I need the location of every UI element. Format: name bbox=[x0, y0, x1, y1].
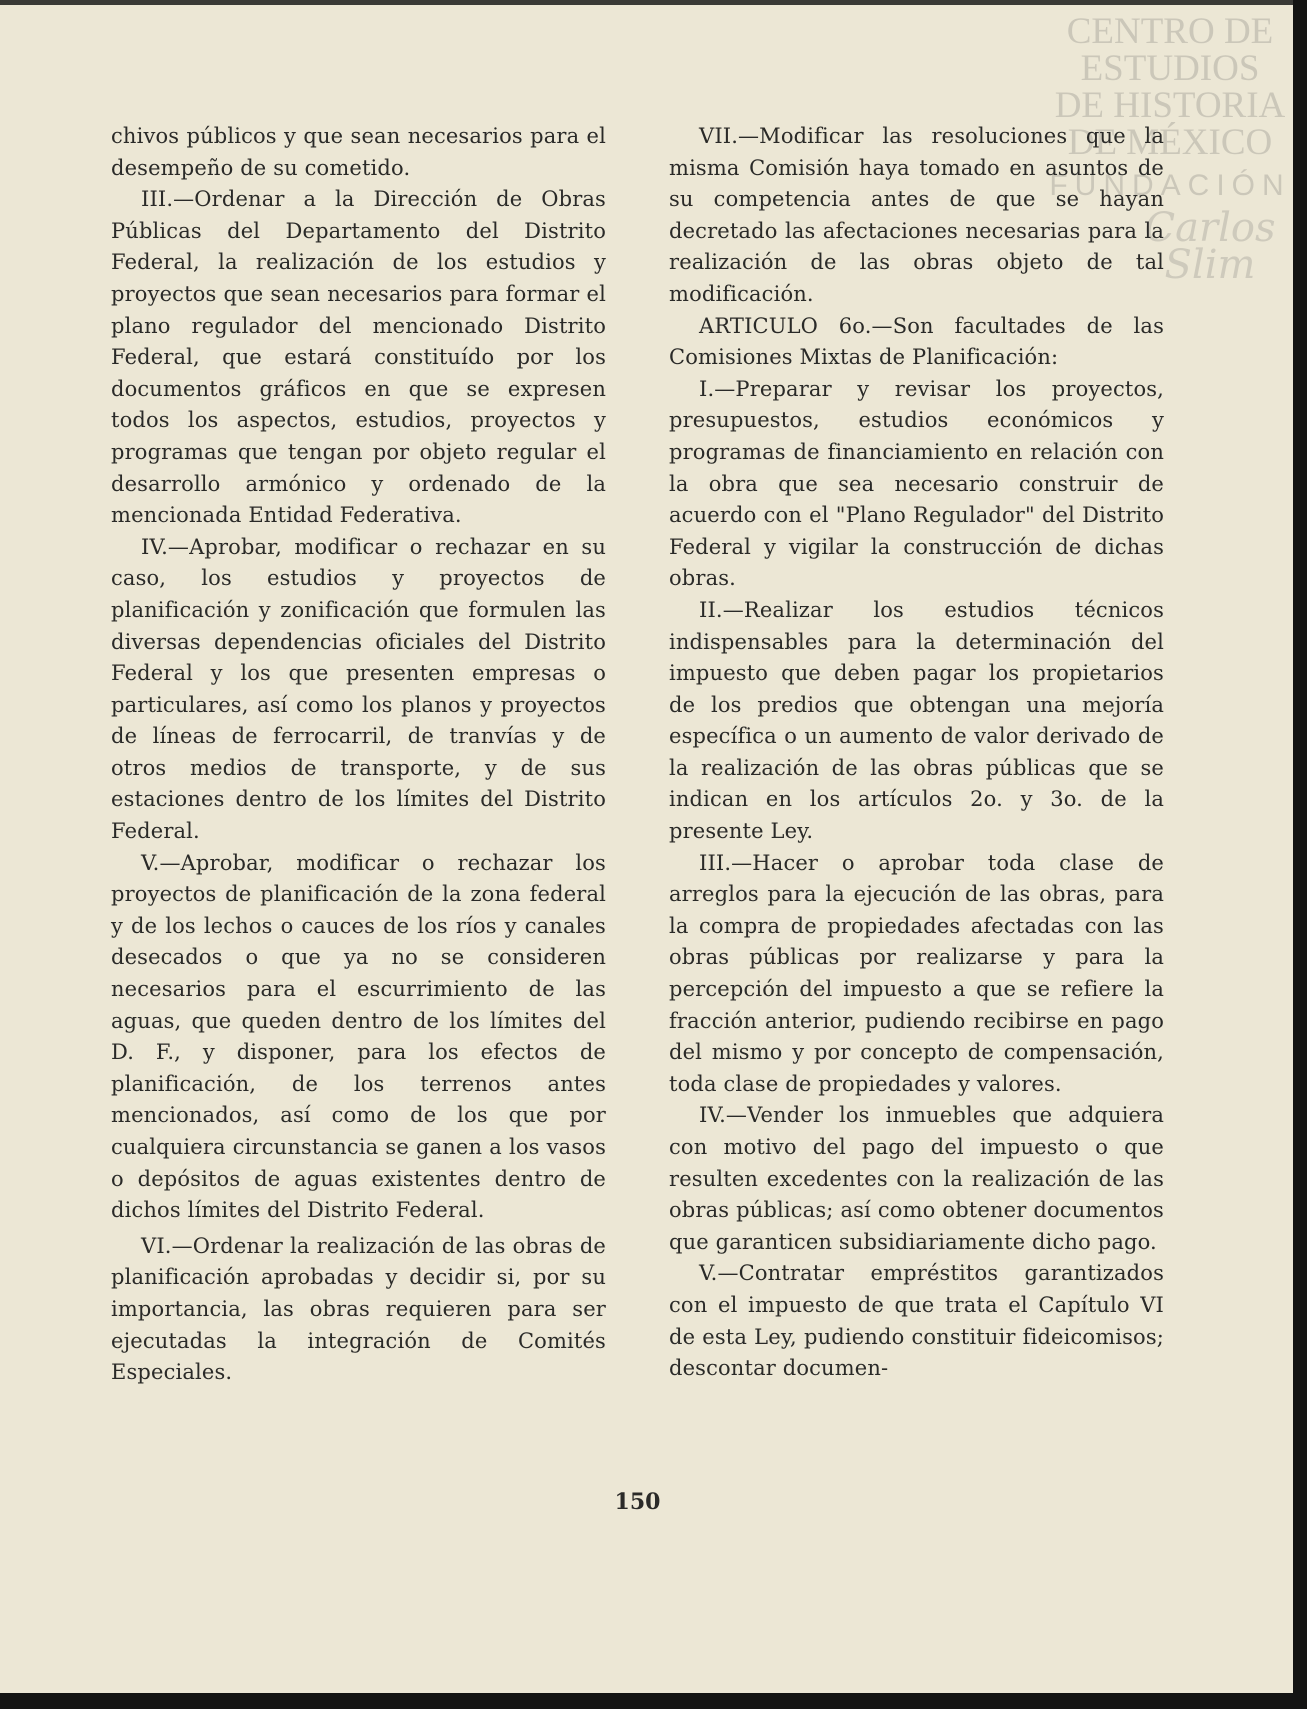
watermark-signature: Carlos Slim bbox=[1144, 205, 1276, 288]
paragraph: IV.—Vender los inmuebles que adquiera con motivo del pago del impuesto o que resulten excedentes con la realización de las obras públicas; así como obtener documentos que garanticen subsidiariamente dicho pago. bbox=[669, 1103, 1164, 1254]
watermark-line: FUNDACIÓN bbox=[1049, 169, 1291, 202]
scan-edge-bottom bbox=[0, 1693, 1307, 1709]
left-text-column bbox=[111, 121, 606, 1389]
paragraph: VII.—Modificar las resoluciones que la misma Comisión haya tomado en asuntos de su competencia antes de que se hayan decretado las afectaciones necesarias para la realización de las obras objeto de tal modificación. bbox=[669, 124, 1164, 306]
paragraph: II.—Realizar los estudios técnicos indispensables para la determinación del impuesto que deben pagar los propietarios de los predios que obtengan una mejoría específica o un aumento de valor derivado de la realización de las obras públicas que se indican en los artículos 2o. y 3o. de la presente Ley. bbox=[669, 597, 1164, 844]
paragraph: V.—Aprobar, modificar o rechazar los proyectos de planificación de la zona federal y de los lechos o cauces de los ríos y canales desecados o que ya no se consideren necesarios para el escurrimiento de las aguas, que queden dentro de los límites del D. F., y disponer, para los efectos de planificación, de los terrenos antes mencionados, así como de los que por cualquiera circunstancia se ganen a los vasos o depósitos de aguas existentes dentro de dichos límites del Distrito Federal. bbox=[111, 850, 606, 1223]
paragraph: III.—Hacer o aprobar toda clase de arreglos para la ejecución de las obras, para la compra de propiedades afectadas con las obras públicas por realizarse y para la percepción del impuesto a que se refiere la fracción anterior, pudiendo recibirse en pago del mismo y por concepto de compensación, toda clase de propiedades y valores. bbox=[669, 850, 1164, 1096]
paragraph: chivos públicos y que sean necesarios para el desempeño de su cometido. bbox=[111, 124, 606, 180]
paragraph: IV.—Aprobar, modificar o rechazar en su caso, los estudios y proyectos de planificación y zonificación que formulen las diversas dependencias oficiales del Distrito Federal y los que presenten empresas o particulares, así como los planos y proyectos de líneas de ferrocarril, de tranvías y de otros medios de transporte, y de sus estaciones dentro de los límites del Distrito Federal. bbox=[111, 534, 606, 844]
watermark-line: DE MÉXICO bbox=[1067, 122, 1273, 163]
watermark-line: DE HISTORIA bbox=[1054, 85, 1286, 126]
paragraph: III.—Ordenar a la Dirección de Obras Públicas del Departamento del Distrito Federal, la realización de los estudios y proyectos que sean necesarios para formar el plano regulador del mencionado Distrito Federal, que estará constituído por los documentos gráficos en que se expresen todos los aspectos, estudios, proyectos y programas que tengan por objeto regular el desarrollo armónico y ordenado de la mencionada Entidad Federativa. bbox=[111, 187, 606, 528]
paragraph: VI.—Ordenar la realización de las obras de planificación aprobadas y decidir si, por su importancia, las obras requieren para ser ejecutadas la integración de Comités Especiales. bbox=[111, 1233, 606, 1385]
paragraph: I.—Preparar y revisar los proyectos, presupuestos, estudios económicos y programas de financiamiento en relación con la obra que sea necesario construir de acuerdo con el "Plano Regulador" del Distrito Federal y vigilar la construcción de dichas obras. bbox=[669, 376, 1164, 591]
right-text-column bbox=[669, 121, 1164, 1385]
page-number: 150 bbox=[614, 1489, 661, 1515]
watermark-line: ESTUDIOS bbox=[1080, 48, 1260, 89]
paragraph: V.—Contratar empréstitos garantizados con el impuesto de que trata el Capítulo VI de esta Ley, pudiendo constituir fideicomisos; descontar documen- bbox=[669, 1261, 1164, 1381]
scan-edge-right bbox=[1293, 0, 1307, 1709]
watermark-line: CENTRO DE bbox=[1066, 11, 1274, 52]
article-heading-paragraph: ARTICULO 6o.—Son facultades de las Comisiones Mixtas de Planificación: bbox=[669, 313, 1164, 370]
